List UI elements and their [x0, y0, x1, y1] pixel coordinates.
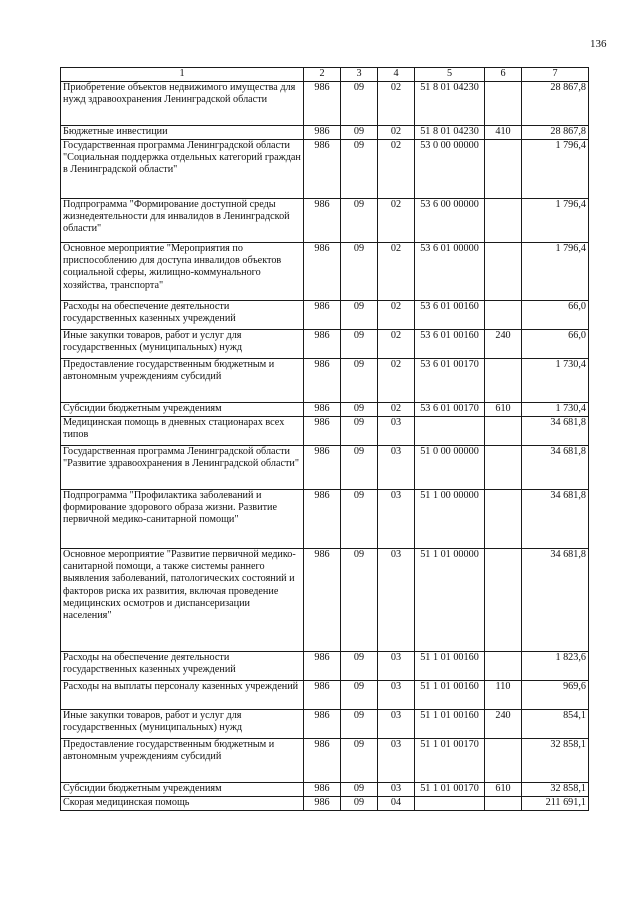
subsection-code: 03	[378, 490, 415, 549]
section-code: 09	[341, 549, 378, 652]
expense-type-code	[485, 301, 522, 330]
section-code: 09	[341, 490, 378, 549]
amount: 32 858,1	[522, 739, 589, 783]
section-code: 09	[341, 783, 378, 797]
expense-type-code: 240	[485, 710, 522, 739]
subsection-code: 02	[378, 330, 415, 359]
expense-type-code	[485, 140, 522, 199]
target-code: 51 1 01 00170	[415, 783, 485, 797]
expense-type-code	[485, 549, 522, 652]
section-code: 09	[341, 126, 378, 140]
column-header: 3	[341, 68, 378, 82]
admin-code: 986	[304, 446, 341, 490]
section-code: 09	[341, 446, 378, 490]
subsection-code: 04	[378, 797, 415, 811]
admin-code: 986	[304, 681, 341, 710]
table-row	[61, 82, 589, 126]
expense-type-code	[485, 490, 522, 549]
row-name: Государственная программа Ленинградской области "Развитие здравоохранения в Ленинградской области"	[61, 446, 304, 490]
admin-code: 986	[304, 783, 341, 797]
row-name: Иные закупки товаров, работ и услуг для государственных (муниципальных) нужд	[61, 710, 304, 739]
page-number: 136	[590, 38, 607, 50]
admin-code: 986	[304, 403, 341, 417]
expense-type-code: 410	[485, 126, 522, 140]
target-code: 51 1 01 00170	[415, 739, 485, 783]
table-row	[61, 330, 589, 359]
row-name: Иные закупки товаров, работ и услуг для государственных (муниципальных) нужд	[61, 330, 304, 359]
expense-type-code	[485, 243, 522, 301]
subsection-code: 02	[378, 199, 415, 243]
row-name: Субсидии бюджетным учреждениям	[61, 403, 304, 417]
table-row	[61, 403, 589, 417]
amount: 969,6	[522, 681, 589, 710]
row-name: Расходы на обеспечение деятельности государственных казенных учреждений	[61, 301, 304, 330]
expense-type-code: 240	[485, 330, 522, 359]
expense-type-code	[485, 359, 522, 403]
row-name: Скорая медицинская помощь	[61, 797, 304, 811]
amount: 34 681,8	[522, 446, 589, 490]
amount: 854,1	[522, 710, 589, 739]
row-name: Предоставление государственным бюджетным и автономным учреждениям субсидий	[61, 359, 304, 403]
subsection-code: 03	[378, 783, 415, 797]
row-name: Подпрограмма "Формирование доступной среды жизнедеятельности для инвалидов в Ленинградской области"	[61, 199, 304, 243]
subsection-code: 02	[378, 140, 415, 199]
table-row	[61, 417, 589, 446]
admin-code: 986	[304, 199, 341, 243]
section-code: 09	[341, 403, 378, 417]
target-code: 53 6 01 00000	[415, 243, 485, 301]
subsection-code: 03	[378, 681, 415, 710]
admin-code: 986	[304, 140, 341, 199]
expense-type-code	[485, 739, 522, 783]
amount: 211 691,1	[522, 797, 589, 811]
target-code: 53 6 00 00000	[415, 199, 485, 243]
row-name: Приобретение объектов недвижимого имущества для нужд здравоохранения Ленинградской области	[61, 82, 304, 126]
table-row	[61, 446, 589, 490]
target-code: 51 1 00 00000	[415, 490, 485, 549]
amount: 1 823,6	[522, 652, 589, 681]
table-row	[61, 140, 589, 199]
column-header: 6	[485, 68, 522, 82]
target-code: 53 6 01 00170	[415, 359, 485, 403]
row-name: Бюджетные инвестиции	[61, 126, 304, 140]
subsection-code: 03	[378, 739, 415, 783]
table-row	[61, 783, 589, 797]
section-code: 09	[341, 417, 378, 446]
subsection-code: 02	[378, 403, 415, 417]
row-name: Основное мероприятие "Развитие первичной медико-санитарной помощи, а также системы раннего выявления заболеваний, патологических состояний и факторов риска их развития, включая проведение медицинских осмотров и диспансеризации населения"	[61, 549, 304, 652]
expense-type-code	[485, 417, 522, 446]
subsection-code: 03	[378, 652, 415, 681]
target-code: 51 1 01 00160	[415, 652, 485, 681]
section-code: 09	[341, 140, 378, 199]
target-code: 53 0 00 00000	[415, 140, 485, 199]
table-row	[61, 359, 589, 403]
row-name: Предоставление государственным бюджетным и автономным учреждениям субсидий	[61, 739, 304, 783]
subsection-code: 02	[378, 243, 415, 301]
target-code: 51 1 01 00160	[415, 710, 485, 739]
target-code: 51 8 01 04230	[415, 82, 485, 126]
table-row	[61, 490, 589, 549]
subsection-code: 02	[378, 126, 415, 140]
section-code: 09	[341, 301, 378, 330]
expense-type-code: 610	[485, 403, 522, 417]
row-name: Медицинская помощь в дневных стационарах всех типов	[61, 417, 304, 446]
expense-type-code	[485, 199, 522, 243]
table-row	[61, 243, 589, 301]
section-code: 09	[341, 739, 378, 783]
admin-code: 986	[304, 82, 341, 126]
expense-type-code: 610	[485, 783, 522, 797]
admin-code: 986	[304, 490, 341, 549]
section-code: 09	[341, 359, 378, 403]
budget-table	[60, 67, 589, 811]
column-header: 5	[415, 68, 485, 82]
target-code: 51 8 01 04230	[415, 126, 485, 140]
target-code: 53 6 01 00160	[415, 330, 485, 359]
admin-code: 986	[304, 301, 341, 330]
column-header: 1	[61, 68, 304, 82]
section-code: 09	[341, 797, 378, 811]
expense-type-code	[485, 82, 522, 126]
admin-code: 986	[304, 549, 341, 652]
admin-code: 986	[304, 710, 341, 739]
target-code: 51 0 00 00000	[415, 446, 485, 490]
amount: 66,0	[522, 301, 589, 330]
expense-type-code	[485, 652, 522, 681]
section-code: 09	[341, 199, 378, 243]
target-code: 51 1 01 00000	[415, 549, 485, 652]
row-name: Субсидии бюджетным учреждениям	[61, 783, 304, 797]
amount: 1 730,4	[522, 403, 589, 417]
row-name: Расходы на обеспечение деятельности государственных казенных учреждений	[61, 652, 304, 681]
admin-code: 986	[304, 330, 341, 359]
target-code: 53 6 01 00170	[415, 403, 485, 417]
row-name: Расходы на выплаты персоналу казенных учреждений	[61, 681, 304, 710]
subsection-code: 03	[378, 710, 415, 739]
table-row	[61, 652, 589, 681]
table-row	[61, 199, 589, 243]
target-code: 51 1 01 00160	[415, 681, 485, 710]
section-code: 09	[341, 243, 378, 301]
row-name: Основное мероприятие "Мероприятия по приспособлению для доступа инвалидов объектов социальной сферы, жилищно-коммунального хозяйства, транспорта"	[61, 243, 304, 301]
subsection-code: 02	[378, 82, 415, 126]
subsection-code: 03	[378, 417, 415, 446]
amount: 1 796,4	[522, 199, 589, 243]
subsection-code: 03	[378, 446, 415, 490]
row-name: Подпрограмма "Профилактика заболеваний и формирование здорового образа жизни. Развитие первичной медико-санитарной помощи"	[61, 490, 304, 549]
section-code: 09	[341, 652, 378, 681]
admin-code: 986	[304, 797, 341, 811]
admin-code: 986	[304, 652, 341, 681]
admin-code: 986	[304, 126, 341, 140]
section-code: 09	[341, 330, 378, 359]
table-row	[61, 126, 589, 140]
subsection-code: 02	[378, 301, 415, 330]
amount: 66,0	[522, 330, 589, 359]
target-code	[415, 417, 485, 446]
amount: 1 730,4	[522, 359, 589, 403]
target-code: 53 6 01 00160	[415, 301, 485, 330]
amount: 34 681,8	[522, 490, 589, 549]
amount: 28 867,8	[522, 82, 589, 126]
admin-code: 986	[304, 417, 341, 446]
table-row	[61, 549, 589, 652]
amount: 1 796,4	[522, 140, 589, 199]
amount: 28 867,8	[522, 126, 589, 140]
section-code: 09	[341, 82, 378, 126]
amount: 34 681,8	[522, 417, 589, 446]
column-header: 7	[522, 68, 589, 82]
column-header: 2	[304, 68, 341, 82]
expense-type-code	[485, 797, 522, 811]
column-header: 4	[378, 68, 415, 82]
admin-code: 986	[304, 359, 341, 403]
table-row	[61, 681, 589, 710]
table-row	[61, 301, 589, 330]
subsection-code: 02	[378, 359, 415, 403]
expense-type-code	[485, 446, 522, 490]
amount: 1 796,4	[522, 243, 589, 301]
row-name: Государственная программа Ленинградской области "Социальная поддержка отдельных категорий граждан в Ленинградской области"	[61, 140, 304, 199]
amount: 32 858,1	[522, 783, 589, 797]
amount: 34 681,8	[522, 549, 589, 652]
subsection-code: 03	[378, 549, 415, 652]
admin-code: 986	[304, 243, 341, 301]
expense-type-code: 110	[485, 681, 522, 710]
table-header-row	[61, 68, 589, 82]
section-code: 09	[341, 710, 378, 739]
table-row	[61, 739, 589, 783]
admin-code: 986	[304, 739, 341, 783]
target-code	[415, 797, 485, 811]
table-row	[61, 710, 589, 739]
section-code: 09	[341, 681, 378, 710]
table-row	[61, 797, 589, 811]
